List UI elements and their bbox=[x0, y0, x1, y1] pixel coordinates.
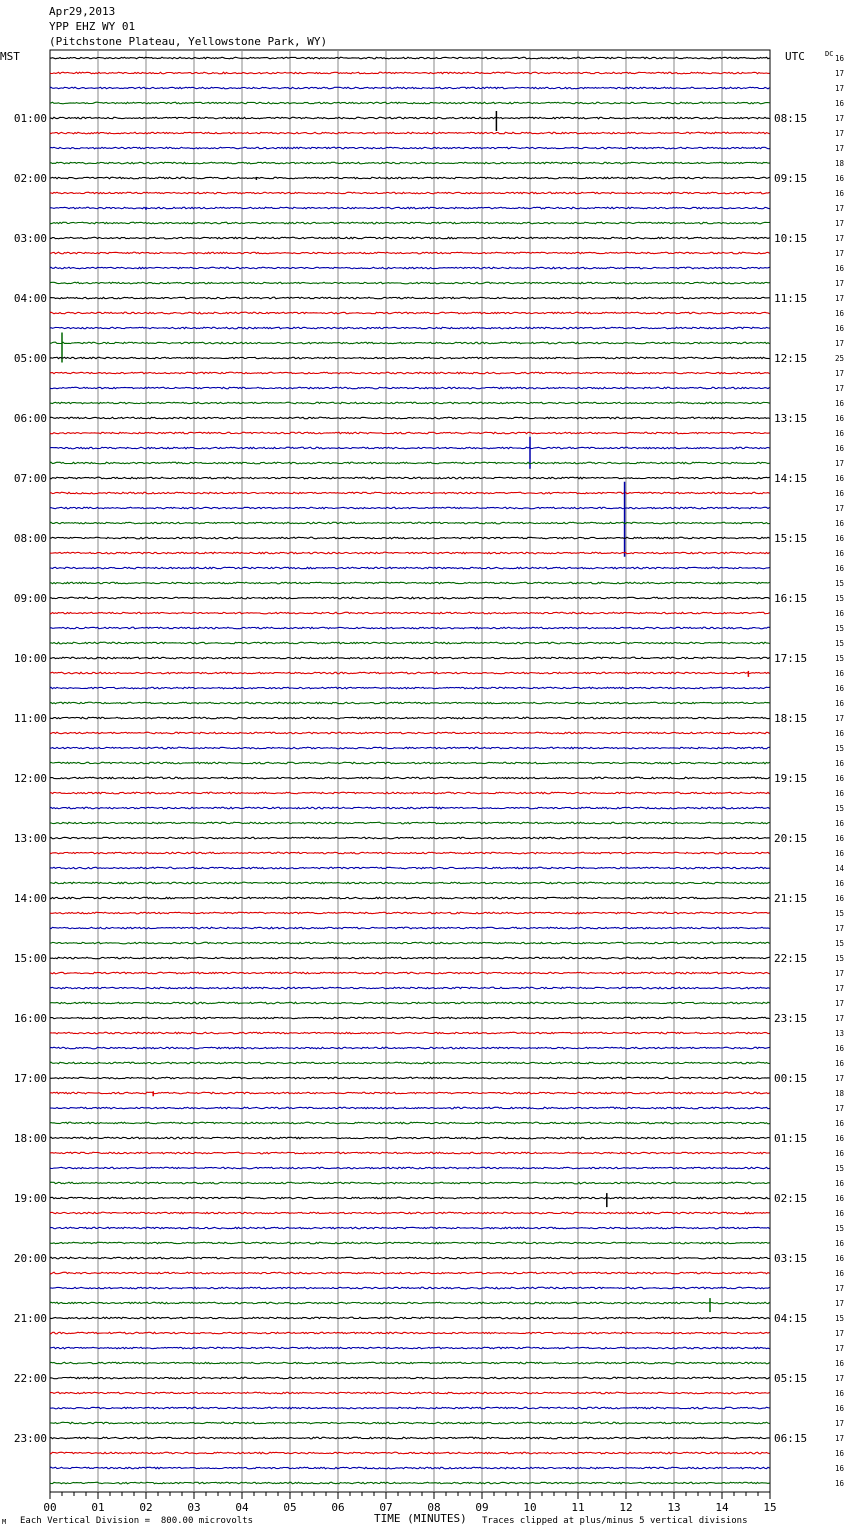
utc-hour-label: 12:15 bbox=[774, 352, 808, 365]
dc-offset-label: 16 bbox=[835, 309, 845, 318]
dc-offset-label: 16 bbox=[835, 789, 845, 798]
dc-offset-label: 18 bbox=[835, 159, 845, 168]
dc-offset-label: 16 bbox=[835, 729, 845, 738]
x-tick-label: 14 bbox=[715, 1501, 729, 1514]
dc-offset-label: 17 bbox=[835, 1014, 845, 1023]
trace-line bbox=[50, 102, 770, 104]
utc-hour-label: 02:15 bbox=[774, 1192, 808, 1205]
dc-offset-label: 15 bbox=[835, 744, 845, 753]
dc-offset-label: 17 bbox=[835, 114, 845, 123]
mst-hour-label: 17:00 bbox=[13, 1072, 47, 1085]
trace-line bbox=[50, 792, 770, 794]
utc-hour-label: 09:15 bbox=[774, 172, 808, 185]
utc-hour-label: 14:15 bbox=[774, 472, 808, 485]
dc-offset-label: 17 bbox=[835, 384, 845, 393]
mst-hour-label: 05:00 bbox=[13, 352, 47, 365]
trace-line bbox=[50, 552, 770, 554]
trace-line bbox=[50, 477, 770, 479]
trace-line bbox=[50, 582, 770, 584]
mst-hour-label: 08:00 bbox=[13, 532, 47, 545]
utc-hour-label: 03:15 bbox=[774, 1252, 808, 1265]
trace-line bbox=[50, 1077, 770, 1079]
trace-line bbox=[50, 207, 770, 209]
trace-line bbox=[50, 717, 770, 719]
plot-frame bbox=[50, 50, 770, 1492]
mst-hour-label: 23:00 bbox=[13, 1432, 47, 1445]
dc-offset-label: 16 bbox=[835, 54, 845, 63]
dc-offset-label: 16 bbox=[835, 894, 845, 903]
dc-offset-label: 16 bbox=[835, 684, 845, 693]
mst-hour-label: 20:00 bbox=[13, 1252, 47, 1265]
trace-line bbox=[50, 972, 770, 974]
x-tick-label: 06 bbox=[331, 1501, 345, 1514]
trace-line bbox=[50, 672, 770, 674]
station-code: YPP EHZ WY 01 bbox=[49, 20, 136, 33]
x-tick-label: 12 bbox=[619, 1501, 633, 1514]
trace-line bbox=[50, 1152, 770, 1154]
dc-offset-label: 16 bbox=[835, 1359, 845, 1368]
dc-offset-label: 17 bbox=[835, 1419, 845, 1428]
trace-line bbox=[50, 357, 770, 359]
mst-hour-label: 19:00 bbox=[13, 1192, 47, 1205]
dc-offset-label: 16 bbox=[835, 1269, 845, 1278]
x-tick-label: 15 bbox=[763, 1501, 777, 1514]
trace-line bbox=[50, 1092, 770, 1094]
trace-line bbox=[50, 807, 770, 809]
trace-line bbox=[50, 747, 770, 749]
utc-hour-label: 05:15 bbox=[774, 1372, 808, 1385]
utc-hour-label: 13:15 bbox=[774, 412, 808, 425]
dc-offset-label: 16 bbox=[835, 474, 845, 483]
mst-hour-label: 16:00 bbox=[13, 1012, 47, 1025]
dc-offset-label: 17 bbox=[835, 1374, 845, 1383]
mst-hour-label: 09:00 bbox=[13, 592, 47, 605]
dc-offset-label: 15 bbox=[835, 624, 845, 633]
dc-offset-label: 16 bbox=[835, 399, 845, 408]
trace-line bbox=[50, 1362, 770, 1364]
trace-line bbox=[50, 222, 770, 224]
trace-line bbox=[50, 1437, 770, 1439]
dc-offset-label: 16 bbox=[835, 264, 845, 273]
utc-hour-label: 01:15 bbox=[774, 1132, 808, 1145]
dc-offset-label: 17 bbox=[835, 969, 845, 978]
mst-hour-label: 13:00 bbox=[13, 832, 47, 845]
trace-line bbox=[50, 267, 770, 269]
dc-offset-label: 17 bbox=[835, 504, 845, 513]
trace-line bbox=[50, 462, 770, 464]
trace-line bbox=[50, 627, 770, 629]
dc-offset-label: 17 bbox=[835, 1299, 845, 1308]
dc-offset-label: 16 bbox=[835, 1119, 845, 1128]
trace-line bbox=[50, 942, 770, 944]
trace-line bbox=[50, 312, 770, 314]
dc-offset-label: 16 bbox=[835, 774, 845, 783]
dc-offset-label: 17 bbox=[835, 294, 845, 303]
trace-line bbox=[50, 372, 770, 374]
utc-hour-label: 19:15 bbox=[774, 772, 808, 785]
trace-line bbox=[50, 687, 770, 689]
trace-line bbox=[50, 1347, 770, 1349]
x-tick-label: 01 bbox=[91, 1501, 105, 1514]
utc-hour-label: 04:15 bbox=[774, 1312, 808, 1325]
trace-line bbox=[50, 147, 770, 149]
dc-offset-label: 16 bbox=[835, 174, 845, 183]
trace-line bbox=[50, 117, 770, 119]
utc-hour-label: 18:15 bbox=[774, 712, 808, 725]
trace-line bbox=[50, 1332, 770, 1334]
trace-line bbox=[50, 1287, 770, 1289]
mst-hour-label: 01:00 bbox=[13, 112, 47, 125]
trace-line bbox=[50, 402, 770, 404]
trace-line bbox=[50, 1062, 770, 1064]
trace-line bbox=[50, 297, 770, 299]
dc-offset-label: 14 bbox=[835, 864, 845, 873]
trace-line bbox=[50, 732, 770, 734]
dc-offset-label: 16 bbox=[835, 1149, 845, 1158]
dc-offset-label: 17 bbox=[835, 129, 845, 138]
trace-line bbox=[50, 1467, 770, 1469]
dc-offset-label: 17 bbox=[835, 369, 845, 378]
trace-line bbox=[50, 957, 770, 959]
mst-hour-label: 07:00 bbox=[13, 472, 47, 485]
mst-hour-label: 03:00 bbox=[13, 232, 47, 245]
corner-mark: M bbox=[2, 1518, 7, 1526]
utc-hour-label: 17:15 bbox=[774, 652, 808, 665]
x-axis-title: TIME (MINUTES) bbox=[374, 1512, 467, 1525]
utc-hour-label: 15:15 bbox=[774, 532, 808, 545]
trace-line bbox=[50, 447, 770, 449]
dc-offset-label: 15 bbox=[835, 909, 845, 918]
dc-offset-label: 17 bbox=[835, 714, 845, 723]
dc-offset-label: 15 bbox=[835, 1164, 845, 1173]
mst-hour-label: 18:00 bbox=[13, 1132, 47, 1145]
dc-offset-label: 17 bbox=[835, 1344, 845, 1353]
mst-hour-label: 04:00 bbox=[13, 292, 47, 305]
trace-line bbox=[50, 342, 770, 344]
utc-hour-label: 10:15 bbox=[774, 232, 808, 245]
clip-note: Traces clipped at plus/minus 5 vertical divisions bbox=[482, 1516, 748, 1526]
dc-offset-label: 17 bbox=[835, 204, 845, 213]
utc-hour-label: 08:15 bbox=[774, 112, 808, 125]
trace-line bbox=[50, 72, 770, 74]
dc-offset-label: 17 bbox=[835, 1104, 845, 1113]
dc-offset-label: 16 bbox=[835, 1044, 845, 1053]
dc-offset-label: 16 bbox=[835, 1059, 845, 1068]
trace-line bbox=[50, 537, 770, 539]
utc-hour-label: 21:15 bbox=[774, 892, 808, 905]
mst-hour-label: 12:00 bbox=[13, 772, 47, 785]
dc-offset-label: 16 bbox=[835, 1389, 845, 1398]
trace-line bbox=[50, 762, 770, 764]
dc-offset-label: 16 bbox=[835, 549, 845, 558]
utc-hour-label: 23:15 bbox=[774, 1012, 808, 1025]
dc-offset-label: 16 bbox=[835, 759, 845, 768]
dc-offset-label: 16 bbox=[835, 1449, 845, 1458]
mst-hour-label: 10:00 bbox=[13, 652, 47, 665]
x-tick-label: 07 bbox=[379, 1501, 393, 1514]
dc-offset-label: 16 bbox=[835, 564, 845, 573]
dc-offset-label: 16 bbox=[835, 1464, 845, 1473]
trace-line bbox=[50, 777, 770, 779]
dc-offset-label: 17 bbox=[835, 999, 845, 1008]
dc-offset-label: 15 bbox=[835, 1224, 845, 1233]
trace-line bbox=[50, 132, 770, 134]
dc-offset-label: 15 bbox=[835, 594, 845, 603]
dc-offset-label: 17 bbox=[835, 459, 845, 468]
trace-line bbox=[50, 1272, 770, 1274]
dc-offset-label: 15 bbox=[835, 954, 845, 963]
dc-offset-label: 16 bbox=[835, 489, 845, 498]
dc-offset-label: 16 bbox=[835, 1479, 845, 1488]
trace-line bbox=[50, 492, 770, 494]
dc-offset-label: 16 bbox=[835, 879, 845, 888]
dc-offset-label: 17 bbox=[835, 279, 845, 288]
scale-note: Each Vertical Division = 800.00 microvolts bbox=[20, 1516, 253, 1526]
mst-hour-label: 06:00 bbox=[13, 412, 47, 425]
trace-line bbox=[50, 657, 770, 659]
dc-offset-label: 17 bbox=[835, 144, 845, 153]
trace-line bbox=[50, 507, 770, 509]
trace-line bbox=[50, 522, 770, 524]
dc-offset-label: 15 bbox=[835, 804, 845, 813]
trace-line bbox=[50, 387, 770, 389]
trace-line bbox=[50, 822, 770, 824]
dc-offset-label: 15 bbox=[835, 939, 845, 948]
dc-offset-label: 16 bbox=[835, 699, 845, 708]
dc-label: DC bbox=[825, 50, 834, 58]
utc-hour-label: 16:15 bbox=[774, 592, 808, 605]
dc-offset-label: 16 bbox=[835, 1179, 845, 1188]
dc-offset-label: 18 bbox=[835, 1089, 845, 1098]
dc-offset-label: 15 bbox=[835, 1314, 845, 1323]
dc-offset-label: 17 bbox=[835, 924, 845, 933]
dc-offset-label: 16 bbox=[835, 1194, 845, 1203]
trace-line bbox=[50, 1242, 770, 1244]
trace-line bbox=[50, 1377, 770, 1379]
mst-hour-label: 02:00 bbox=[13, 172, 47, 185]
dc-offset-label: 17 bbox=[835, 1434, 845, 1443]
dc-offset-label: 17 bbox=[835, 984, 845, 993]
x-tick-label: 11 bbox=[571, 1501, 585, 1514]
trace-line bbox=[50, 1317, 770, 1319]
dc-offset-label: 16 bbox=[835, 849, 845, 858]
trace-line bbox=[50, 987, 770, 989]
trace-line bbox=[50, 837, 770, 839]
trace-line bbox=[50, 882, 770, 884]
dc-offset-label: 16 bbox=[835, 834, 845, 843]
dc-offset-label: 16 bbox=[835, 189, 845, 198]
dc-offset-label: 17 bbox=[835, 249, 845, 258]
trace-line bbox=[50, 1107, 770, 1109]
trace-line bbox=[50, 1197, 770, 1199]
dc-offset-label: 16 bbox=[835, 519, 845, 528]
x-tick-label: 08 bbox=[427, 1501, 441, 1514]
mst-hour-label: 21:00 bbox=[13, 1312, 47, 1325]
trace-line bbox=[50, 417, 770, 419]
trace-line bbox=[50, 1407, 770, 1409]
dc-offset-label: 16 bbox=[835, 99, 845, 108]
trace-line bbox=[50, 1227, 770, 1229]
dc-offset-label: 15 bbox=[835, 579, 845, 588]
trace-line bbox=[50, 1422, 770, 1424]
mst-hour-label: 15:00 bbox=[13, 952, 47, 965]
dc-offset-label: 16 bbox=[835, 1404, 845, 1413]
trace-line bbox=[50, 1017, 770, 1019]
trace-line bbox=[50, 567, 770, 569]
left-axis-label: MST bbox=[0, 50, 20, 63]
trace-line bbox=[50, 1482, 770, 1484]
x-tick-label: 03 bbox=[187, 1501, 201, 1514]
dc-offset-label: 17 bbox=[835, 1284, 845, 1293]
trace-line bbox=[50, 192, 770, 194]
dc-offset-label: 17 bbox=[835, 219, 845, 228]
dc-offset-label: 13 bbox=[835, 1029, 845, 1038]
trace-line bbox=[50, 1047, 770, 1049]
trace-line bbox=[50, 702, 770, 704]
trace-line bbox=[50, 912, 770, 914]
dc-offset-label: 25 bbox=[835, 354, 845, 363]
dc-offset-label: 17 bbox=[835, 339, 845, 348]
mst-hour-label: 14:00 bbox=[13, 892, 47, 905]
dc-offset-label: 17 bbox=[835, 234, 845, 243]
mst-hour-label: 11:00 bbox=[13, 712, 47, 725]
dc-offset-label: 16 bbox=[835, 1254, 845, 1263]
trace-line bbox=[50, 1392, 770, 1394]
dc-offset-label: 15 bbox=[835, 654, 845, 663]
dc-offset-label: 16 bbox=[835, 414, 845, 423]
trace-line bbox=[50, 87, 770, 89]
trace-line bbox=[50, 612, 770, 614]
trace-line bbox=[50, 1452, 770, 1454]
dc-offset-label: 17 bbox=[835, 1329, 845, 1338]
trace-line bbox=[50, 57, 770, 59]
x-tick-label: 05 bbox=[283, 1501, 297, 1514]
dc-offset-label: 16 bbox=[835, 429, 845, 438]
trace-line bbox=[50, 252, 770, 254]
dc-offset-label: 16 bbox=[835, 534, 845, 543]
trace-line bbox=[50, 282, 770, 284]
trace-line bbox=[50, 597, 770, 599]
dc-offset-label: 16 bbox=[835, 1134, 845, 1143]
trace-line bbox=[50, 852, 770, 854]
dc-offset-label: 16 bbox=[835, 609, 845, 618]
trace-line bbox=[50, 1302, 770, 1304]
x-tick-label: 13 bbox=[667, 1501, 681, 1514]
utc-hour-label: 00:15 bbox=[774, 1072, 808, 1085]
utc-hour-label: 22:15 bbox=[774, 952, 808, 965]
trace-line bbox=[50, 1212, 770, 1214]
trace-line bbox=[50, 1002, 770, 1004]
trace-line bbox=[50, 162, 770, 164]
trace-line bbox=[50, 867, 770, 869]
trace-line bbox=[50, 1032, 770, 1034]
trace-line bbox=[50, 237, 770, 239]
trace-line bbox=[50, 1257, 770, 1259]
trace-line bbox=[50, 1182, 770, 1184]
trace-line bbox=[50, 897, 770, 899]
x-tick-label: 10 bbox=[523, 1501, 537, 1514]
station-location: (Pitchstone Plateau, Yellowstone Park, WY) bbox=[49, 35, 328, 48]
trace-line bbox=[50, 1167, 770, 1169]
mst-hour-label: 22:00 bbox=[13, 1372, 47, 1385]
utc-hour-label: 20:15 bbox=[774, 832, 808, 845]
dc-offset-label: 17 bbox=[835, 1074, 845, 1083]
trace-line bbox=[50, 177, 770, 179]
x-tick-label: 04 bbox=[235, 1501, 249, 1514]
x-tick-label: 09 bbox=[475, 1501, 489, 1514]
utc-hour-label: 06:15 bbox=[774, 1432, 808, 1445]
dc-offset-label: 17 bbox=[835, 69, 845, 78]
dc-offset-label: 16 bbox=[835, 444, 845, 453]
trace-line bbox=[50, 327, 770, 329]
x-tick-label: 02 bbox=[139, 1501, 153, 1514]
dc-offset-label: 17 bbox=[835, 84, 845, 93]
dc-offset-label: 16 bbox=[835, 1209, 845, 1218]
chart-date: Apr29,2013 bbox=[49, 5, 116, 18]
dc-offset-label: 15 bbox=[835, 639, 845, 648]
right-axis-label: UTC bbox=[785, 50, 805, 63]
dc-offset-label: 16 bbox=[835, 669, 845, 678]
dc-offset-label: 16 bbox=[835, 819, 845, 828]
trace-line bbox=[50, 1122, 770, 1124]
trace-line bbox=[50, 1137, 770, 1139]
utc-hour-label: 11:15 bbox=[774, 292, 808, 305]
trace-line bbox=[50, 927, 770, 929]
trace-line bbox=[50, 642, 770, 644]
dc-offset-label: 16 bbox=[835, 324, 845, 333]
trace-line bbox=[50, 432, 770, 434]
x-tick-label: 00 bbox=[43, 1501, 57, 1514]
dc-offset-label: 16 bbox=[835, 1239, 845, 1248]
